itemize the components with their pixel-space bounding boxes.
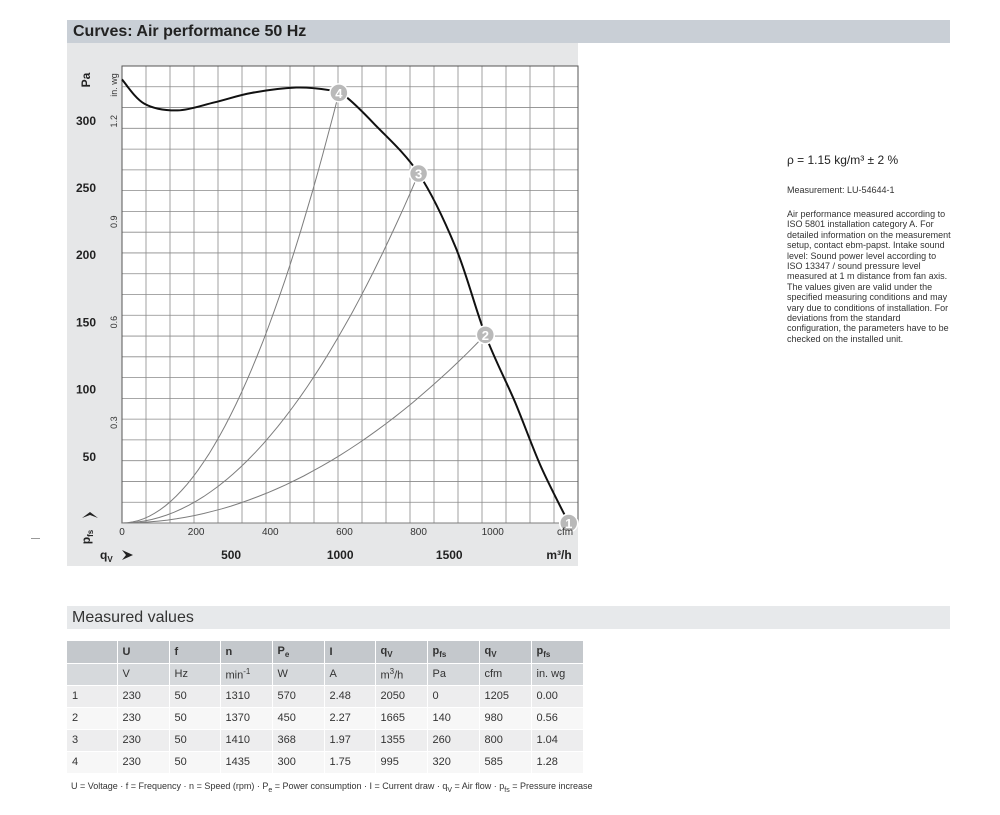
table-cell: 140 bbox=[427, 707, 479, 729]
measured-values-title: Measured values bbox=[67, 606, 950, 629]
table-cell: 320 bbox=[427, 751, 479, 773]
table-header-cell: $q_V$ bbox=[375, 641, 427, 663]
table-header-cell: $p_{fs}$ bbox=[427, 641, 479, 663]
table-header-cell: U bbox=[117, 641, 169, 663]
table-row bbox=[67, 685, 583, 707]
table-header-cell: f bbox=[169, 641, 220, 663]
pa-tick-label: 100 bbox=[75, 382, 96, 397]
table-cell: 260 bbox=[427, 729, 479, 751]
table-unit-cell: $\min^{-1}$ bbox=[220, 663, 272, 685]
table-cell: 230 bbox=[117, 751, 169, 773]
table-legend: U = Voltage · f = Frequency · n = Speed $(rpm) \cdot P_e$ = Power consumption · I = Current draw · $q_V$ = Air flow · $p_{fs}$ = Pressure increase bbox=[71, 781, 593, 794]
table-cell: 980 bbox=[479, 707, 531, 729]
inwg-tick-label: 1.2 bbox=[109, 114, 119, 128]
table-cell: 1.75 bbox=[324, 751, 375, 773]
operating-point-label-1: 1 bbox=[565, 516, 573, 531]
table-cell: 230 bbox=[117, 729, 169, 751]
table-cell: 585 bbox=[479, 751, 531, 773]
m3h-tick-label: 1000 bbox=[326, 548, 354, 562]
table-cell: 368 bbox=[272, 729, 324, 751]
table-units-row bbox=[67, 663, 583, 685]
qv-axis-symbol: $q_V$ bbox=[100, 548, 113, 564]
table-cell: 1355 bbox=[375, 729, 427, 751]
table-cell: 0.56 bbox=[531, 707, 583, 729]
table-header-row bbox=[67, 641, 583, 663]
table-cell: 1 bbox=[67, 685, 117, 707]
table-unit-cell: cfm bbox=[479, 663, 531, 685]
table-unit-cell: in. wg bbox=[531, 663, 583, 685]
table-cell: 1310 bbox=[220, 685, 272, 707]
cfm-tick-label: 1000 bbox=[481, 527, 504, 538]
table-header-cell: $P_e$ bbox=[272, 641, 324, 663]
table-unit-cell: Hz bbox=[169, 663, 220, 685]
pa-tick-label: 250 bbox=[75, 180, 96, 195]
pa-axis-label: Pa bbox=[79, 72, 93, 88]
inwg-tick-label: 0.9 bbox=[109, 215, 119, 228]
table-cell: 1665 bbox=[375, 707, 427, 729]
table-cell: 0.00 bbox=[531, 685, 583, 707]
table-cell: 1410 bbox=[220, 729, 272, 751]
table-cell: 230 bbox=[117, 707, 169, 729]
cfm-axis-label: cfm bbox=[556, 527, 574, 538]
table-cell: 1.04 bbox=[531, 729, 583, 751]
table-header-cell bbox=[67, 641, 117, 663]
inwg-tick-label: 0.3 bbox=[109, 416, 119, 429]
table-unit-cell: V bbox=[117, 663, 169, 685]
table-row bbox=[67, 751, 583, 773]
pa-tick-label: 150 bbox=[75, 315, 96, 330]
operating-point-label-4: 4 bbox=[335, 85, 343, 101]
inwg-axis-label: in. wg bbox=[109, 73, 119, 97]
cfm-tick-label: 0 bbox=[119, 527, 125, 538]
cfm-tick-label: 600 bbox=[336, 527, 353, 538]
operating-point-label-2: 2 bbox=[481, 327, 489, 343]
table-cell: 300 bbox=[272, 751, 324, 773]
table-cell: 800 bbox=[479, 729, 531, 751]
pa-tick-label: 300 bbox=[75, 113, 96, 128]
table-unit-cell bbox=[67, 663, 117, 685]
table-cell: 1435 bbox=[220, 751, 272, 773]
measured-values-table bbox=[67, 641, 584, 774]
m3h-tick-label: 1500 bbox=[435, 548, 463, 562]
operating-point-label-3: 3 bbox=[414, 166, 423, 182]
table-cell: 1205 bbox=[479, 685, 531, 707]
table-cell: 995 bbox=[375, 751, 427, 773]
table-cell: 1.97 bbox=[324, 729, 375, 751]
table-cell: 2.27 bbox=[324, 707, 375, 729]
table-cell: 230 bbox=[117, 685, 169, 707]
table-cell: 570 bbox=[272, 685, 324, 707]
m3h-axis-label: m³/h bbox=[546, 548, 572, 562]
table-row bbox=[67, 729, 583, 751]
table-cell: 50 bbox=[169, 685, 220, 707]
cfm-tick-label: 400 bbox=[261, 527, 279, 538]
table-row bbox=[67, 707, 583, 729]
cfm-tick-label: 800 bbox=[410, 527, 427, 538]
table-unit-cell: Pa bbox=[427, 663, 479, 685]
table-unit-cell: W bbox=[272, 663, 324, 685]
table-cell: 50 bbox=[169, 707, 220, 729]
page-title: Curves: Air performance 50 Hz bbox=[67, 20, 950, 43]
pfs-axis-symbol: $p_{fs}$ bbox=[79, 529, 95, 545]
table-cell: 3 bbox=[67, 729, 117, 751]
measurement-id: Measurement: LU-54644-1 bbox=[787, 185, 895, 195]
table-cell: 1.28 bbox=[531, 751, 583, 773]
cfm-tick-label: 200 bbox=[187, 527, 205, 538]
table-header-cell: I bbox=[324, 641, 375, 663]
table-header-cell: $q_V$ bbox=[479, 641, 531, 663]
table-cell: 4 bbox=[67, 751, 117, 773]
table-header-cell: n bbox=[220, 641, 272, 663]
table-cell: 50 bbox=[169, 729, 220, 751]
table-cell: 2.48 bbox=[324, 685, 375, 707]
table-cell: 2 bbox=[67, 707, 117, 729]
table-header-cell: $p_{fs}$ bbox=[531, 641, 583, 663]
measurement-description: Air performance measured according to ISO 5801 installation category A. For detailed information on the measurement setup, contact ebm-papst. Intake sound level: Sound power level according to ISO 13347 / sound pressure level measured at 1 m distance from fan axis. The values given are valid under the specified measuring conditions and may vary due to conditions of installation. For deviations from the standard configuration, the parameters have to be checked on the installed unit. bbox=[787, 209, 951, 344]
margin-mark bbox=[31, 538, 40, 539]
table-unit-cell: A bbox=[324, 663, 375, 685]
inwg-tick-label: 0.6 bbox=[109, 315, 119, 329]
table-cell: 0 bbox=[427, 685, 479, 707]
pa-tick-label: 50 bbox=[82, 449, 96, 464]
table-cell: 50 bbox=[169, 751, 220, 773]
table-unit-cell: $m^3/h$ bbox=[375, 663, 427, 685]
pa-tick-label: 200 bbox=[75, 248, 96, 263]
m3h-tick-label: 500 bbox=[221, 548, 242, 562]
table-cell: 1370 bbox=[220, 707, 272, 729]
air-density: ρ = 1.15 kg/m³ ± 2 % bbox=[787, 153, 899, 167]
table-cell: 450 bbox=[272, 707, 324, 729]
table-cell: 2050 bbox=[375, 685, 427, 707]
